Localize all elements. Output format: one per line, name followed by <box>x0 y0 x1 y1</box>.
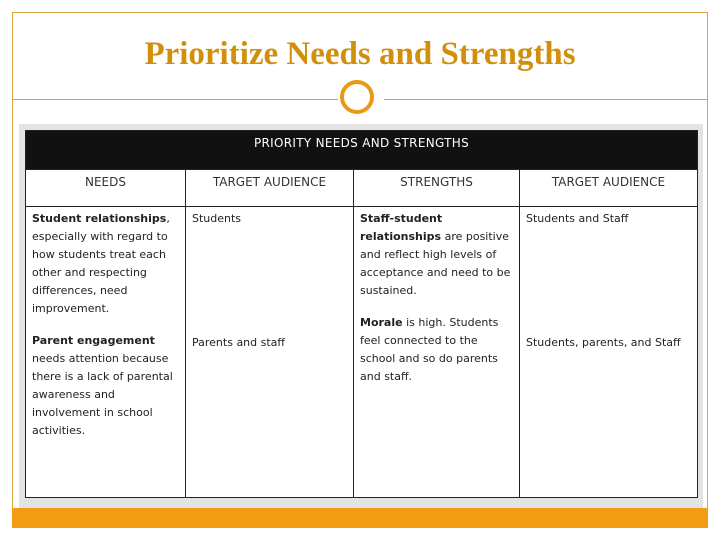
slide-title: Prioritize Needs and Strengths <box>144 36 576 72</box>
need-item-1-text: , especially with regard to how students treat each other and respecting differences, need improvement. <box>32 212 170 315</box>
need-item-2 <box>32 332 179 440</box>
strength-item-2-bold: Morale <box>360 316 403 329</box>
needs-cell <box>26 207 186 498</box>
need-item-2-text: needs attention because there is a lack of parental awareness and involvement in school activities. <box>32 352 173 437</box>
strengths-audience-cell <box>520 207 698 498</box>
strengths-audience-1: Students and Staff <box>526 212 629 225</box>
circle-ornament-icon <box>340 80 374 114</box>
priority-table <box>25 130 698 498</box>
bottom-accent-bar <box>12 508 708 528</box>
strength-item-2 <box>360 314 513 386</box>
header-needs: NEEDS <box>26 170 186 207</box>
strengths-audience-2: Students, parents, and Staff <box>526 336 681 349</box>
header-strengths: STRENGTHS <box>354 170 520 207</box>
needs-audience-cell <box>186 207 354 498</box>
need-item-1-bold: Student relationships <box>32 212 167 225</box>
strength-item-1-bold: Staff-student relationships <box>360 212 443 243</box>
title-rule-left <box>12 99 338 100</box>
strength-item-1 <box>360 210 513 300</box>
title-rule-right <box>384 99 708 100</box>
table-row <box>26 207 698 498</box>
strength-item-1-text: are positive and reflect high levels of acceptance and need to be sustained. <box>360 230 511 297</box>
need-item-1 <box>32 210 179 318</box>
needs-audience-2: Parents and staff <box>192 336 285 349</box>
header-needs-audience: TARGET AUDIENCE <box>186 170 354 207</box>
needs-audience-1: Students <box>192 212 242 225</box>
need-item-2-bold: Parent engagement <box>32 334 155 347</box>
strengths-cell <box>354 207 520 498</box>
strength-item-2-text: is high. Students feel connected to the school and so do parents and staff. <box>360 316 499 383</box>
header-strengths-audience: TARGET AUDIENCE <box>520 170 698 207</box>
table-banner: PRIORITY NEEDS AND STRENGTHS <box>26 131 698 170</box>
